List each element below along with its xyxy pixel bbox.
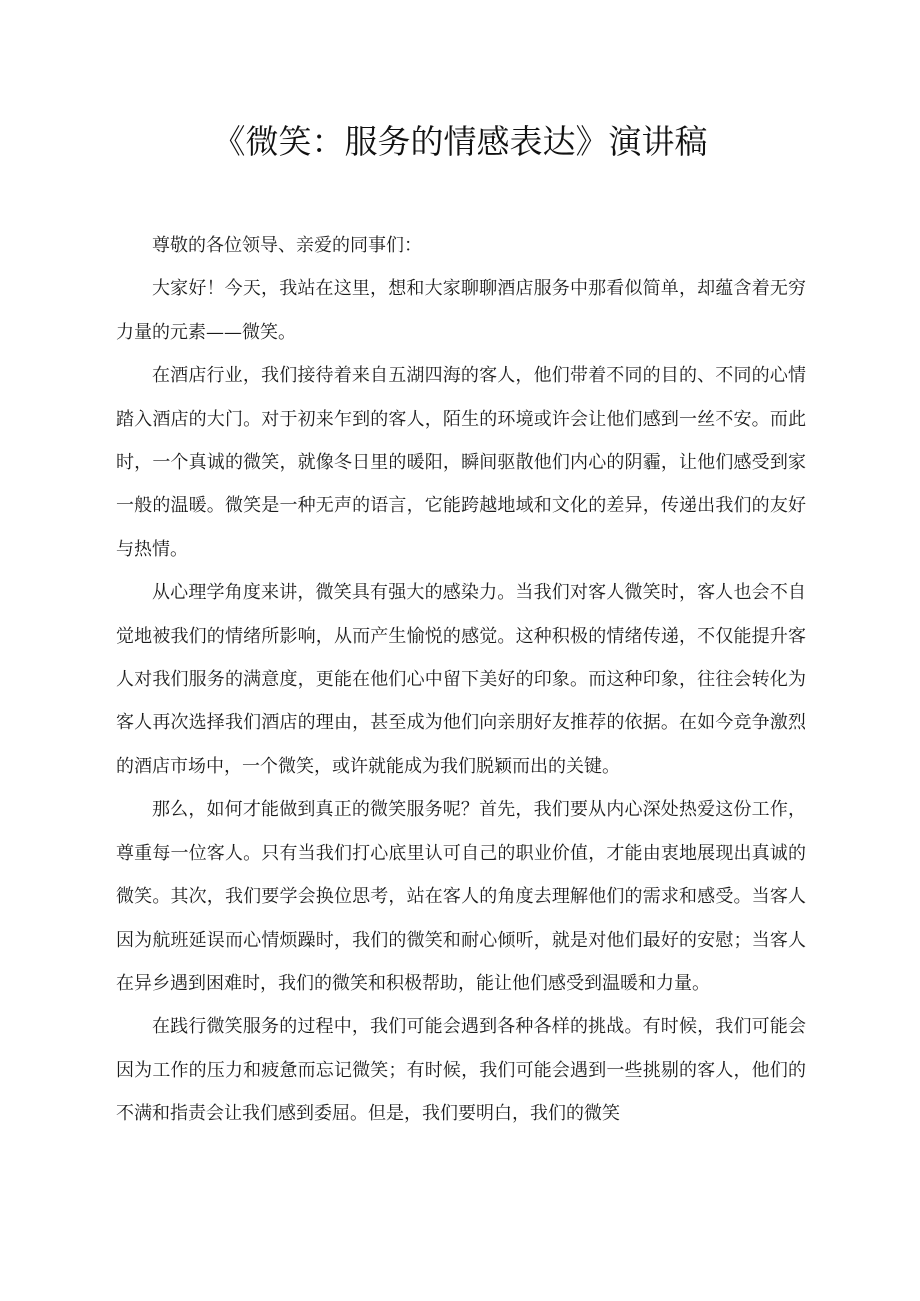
greeting-line: 尊敬的各位领导、亲爱的同事们：: [152, 235, 422, 256]
document-body: [116, 224, 806, 1136]
paragraph-1: 大家好！今天，我站在这里，想和大家聊聊酒店服务中那看似简单，却蕴含着无穷力量的元素——微笑。: [116, 278, 806, 343]
paragraph-4: 那么，如何才能做到真正的微笑服务呢？首先，我们要从内心深处热爱这份工作，尊重每一位客人。只有当我们打心底里认可自己的职业价值，才能由衷地展现出真诚的微笑。其次，我们要学会换位思考，站在客人的角度去理解他们的需求和感受。当客人因为航班延误而心情烦躁时，我们的微笑和耐心倾听，就是对他们最好的安慰；当客人在异乡遇到困难时，我们的微笑和积极帮助，能让他们感受到温暖和力量。: [116, 799, 806, 994]
document-title: 《微笑：服务的情感表达》演讲稿: [212, 122, 708, 161]
paragraph-5: 在践行微笑服务的过程中，我们可能会遇到各种各样的挑战。有时候，我们可能会因为工作的压力和疲惫而忘记微笑；有时候，我们可能会遇到一些挑剔的客人，他们的不满和指责会让我们感到委屈。但是，我们要明白，我们的微笑: [116, 1016, 806, 1125]
paragraph-3: 从心理学角度来讲，微笑具有强大的感染力。当我们对客人微笑时，客人也会不自觉地被我们的情绪所影响，从而产生愉悦的感觉。这种积极的情绪传递，不仅能提升客人对我们服务的满意度，更能在他们心中留下美好的印象。而这种印象，往往会转化为客人再次选择我们酒店的理由，甚至成为他们向亲朋好友推荐的依据。在如今竞争激烈的酒店市场中，一个微笑，或许就能成为我们脱颖而出的关键。: [116, 582, 806, 777]
paragraph-2: 在酒店行业，我们接待着来自五湖四海的客人，他们带着不同的目的、不同的心情踏入酒店的大门。对于初来乍到的客人，陌生的环境或许会让他们感到一丝不安。而此时，一个真诚的微笑，就像冬日里的暖阳，瞬间驱散他们内心的阴霾，让他们感受到家一般的温暖。微笑是一种无声的语言，它能跨越地域和文化的差异，传递出我们的友好与热情。: [116, 365, 806, 560]
